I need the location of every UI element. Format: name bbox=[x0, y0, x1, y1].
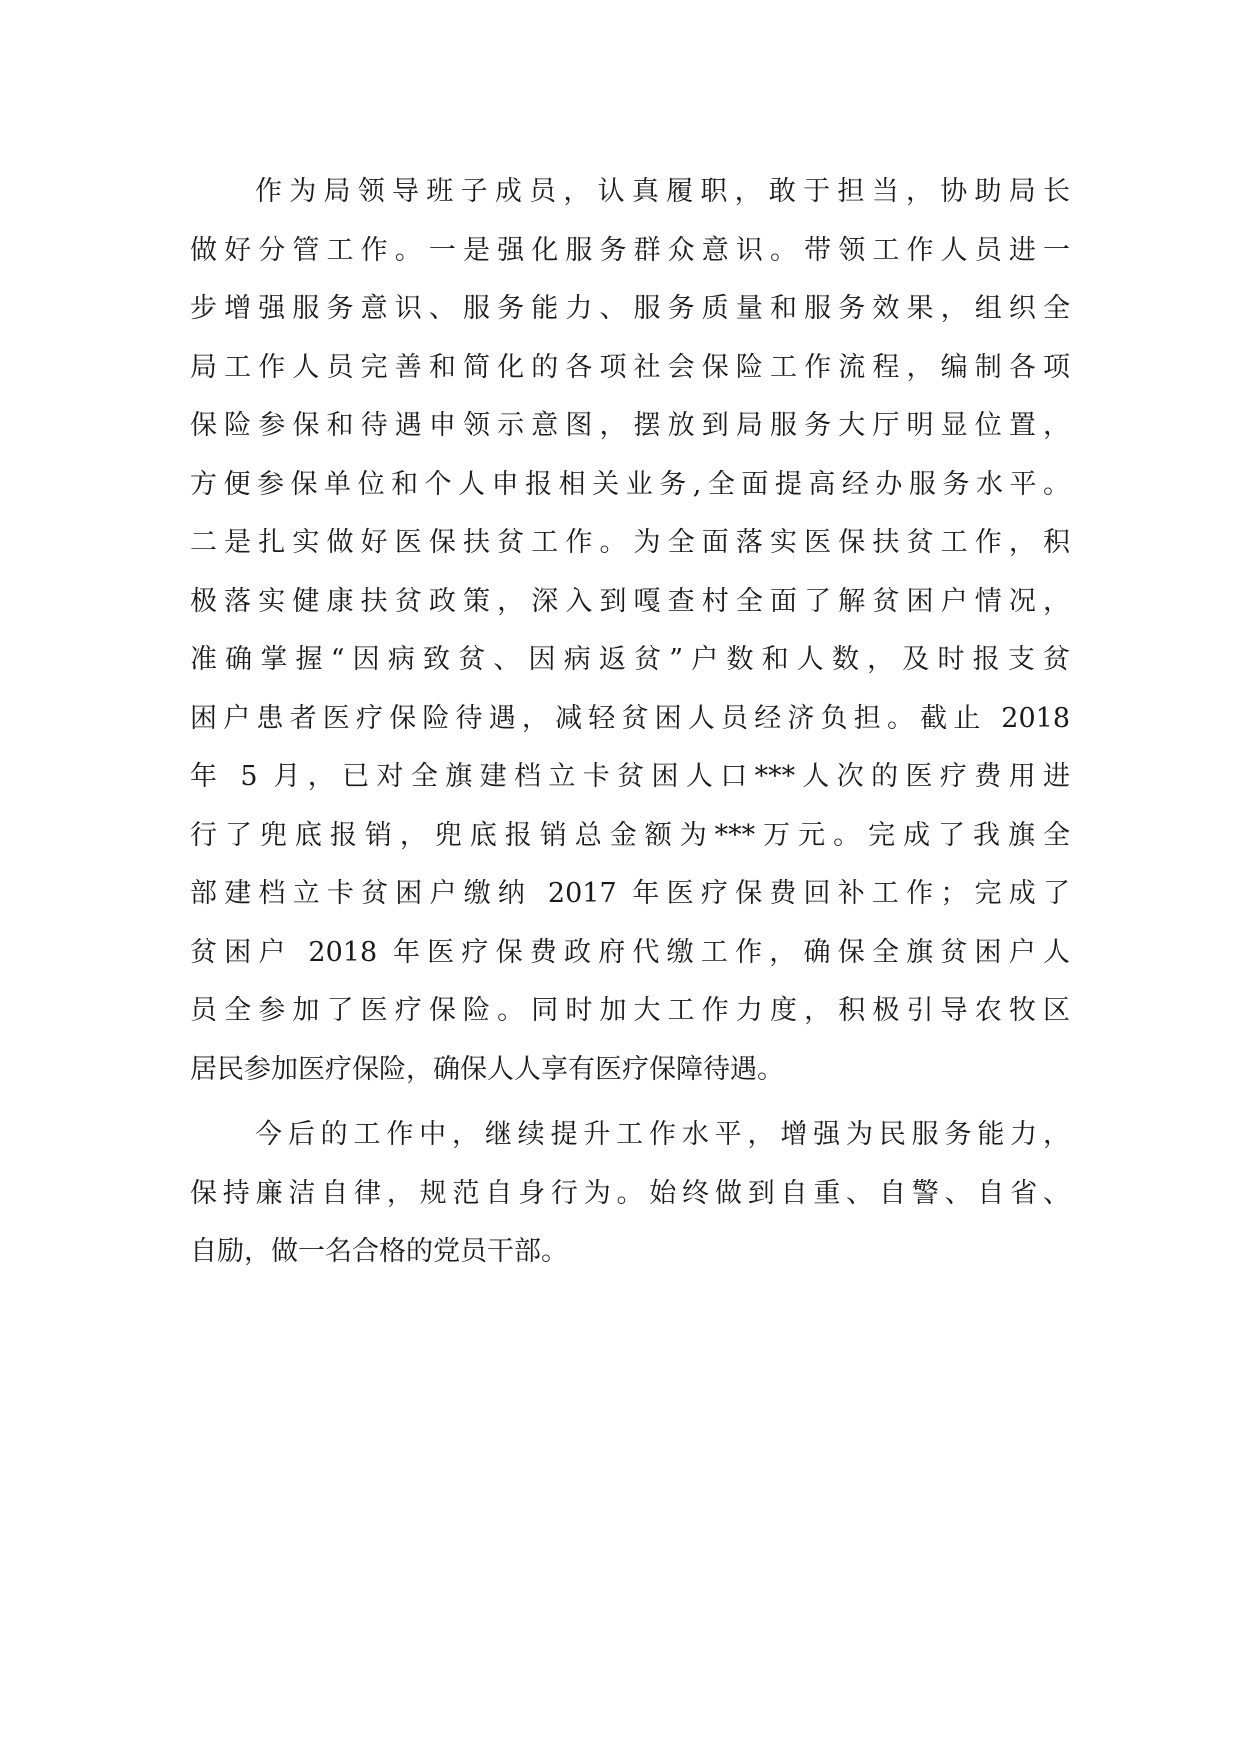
text-line: 居民参加医疗保险，确保人人享有医疗保障待遇。 bbox=[190, 1053, 784, 1085]
text-line: 今后的工作中，继续提升工作水平，增强为民服务能力， bbox=[255, 1119, 1070, 1150]
document-body bbox=[190, 163, 1070, 1282]
text-line: 二是扎实做好医保扶贫工作。为全面落实医保扶贫工作，积 bbox=[190, 527, 1070, 558]
text-line: 年 5 月，已对全旗建档立卡贫困人口***人次的医疗费用进 bbox=[190, 761, 1070, 792]
text-line: 准确掌握“因病致贫、因病返贫”户数和人数，及时报支贫 bbox=[190, 644, 1070, 675]
text-line: 部建档立卡贫困户缴纳 2017 年医疗保费回补工作；完成了 bbox=[190, 878, 1070, 909]
text-line: 保持廉洁自律，规范自身行为。始终做到自重、自警、自省、 bbox=[190, 1177, 1070, 1209]
text-line: 困户患者医疗保险待遇，减轻贫困人员经济负担。截止 2018 bbox=[190, 702, 1070, 734]
text-line: 贫困户 2018 年医疗保费政府代缴工作，确保全旗贫困户人 bbox=[190, 936, 1070, 968]
text-line: 局工作人员完善和简化的各项社会保险工作流程，编制各项 bbox=[190, 351, 1070, 383]
text-line: 保险参保和待遇申领示意图，摆放到局服务大厅明显位置， bbox=[190, 410, 1070, 441]
text-line: 自励，做一名合格的党员干部。 bbox=[190, 1236, 568, 1267]
text-line: 步增强服务意识、服务能力、服务质量和服务效果，组织全 bbox=[190, 293, 1070, 324]
text-line: 方便参保单位和个人申报相关业务,全面提高经办服务水平。 bbox=[190, 468, 1070, 500]
text-line: 做好分管工作。一是强化服务群众意识。带领工作人员进一 bbox=[190, 234, 1070, 266]
text-line: 作为局领导班子成员，认真履职，敢于担当，协助局长 bbox=[255, 176, 1070, 207]
paragraph-2 bbox=[190, 1106, 1070, 1282]
text-line: 极落实健康扶贫政策，深入到嘎查村全面了解贫困户情况， bbox=[190, 585, 1070, 617]
paragraph-1 bbox=[190, 163, 1070, 1099]
text-line: 员全参加了医疗保险。同时加大工作力度，积极引导农牧区 bbox=[190, 995, 1070, 1026]
text-line: 行了兜底报销，兜底报销总金额为***万元。完成了我旗全 bbox=[190, 819, 1070, 851]
